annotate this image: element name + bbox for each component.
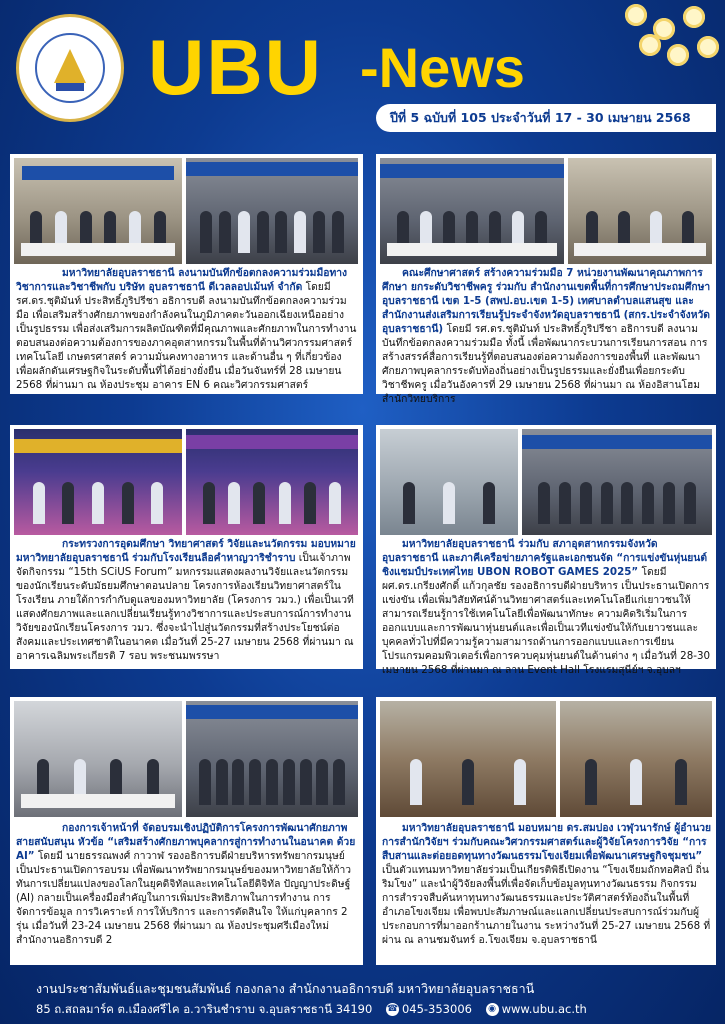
issue-info: ปีที่ 5 ฉบับที่ 105 ประจำวันที่ 17 - 30 เมษายน 2568 [390, 110, 691, 125]
article-text-1 [16, 266, 358, 392]
article-photo-4a [380, 429, 518, 535]
article-photo-1b [186, 158, 358, 264]
article-photo-2b [568, 158, 712, 264]
article-card-2 [376, 154, 716, 405]
article-text-6 [382, 821, 712, 963]
article-text-3 [16, 537, 358, 667]
frangipani-flowers-icon [605, 0, 725, 110]
footer-address: 85 ถ.สถลมาร์ค ต.เมืองศรีไค อ.วารินชำราบ จ.อุบลราชธานี 34190 [36, 1002, 373, 1016]
university-logo [16, 14, 124, 122]
article-headline-6: มหาวิทยาลัยอุบลราชธานี มอบหมาย ดร.สมปอง เวฬุวนารักษ์ ผู้อำนวยการสำนักวิจัยฯ ร่วมกับคณะวิศวกรรมศาสตร์และผู้วิจัยโครงการวิจัย “การสืบสานและต่อยอดทุนทางวัฒนธรรมโขงเจียมเพื่อพัฒนาเศรษฐกิจชุมชน” [382, 822, 712, 862]
article-headline-3: กระทรวงการอุดมศึกษา วิทยาศาสตร์ วิจัยและนวัตกรรม มอบหมาย มหาวิทยาลัยอุบลราชธานี ร่วมกับโรงเรียนลือคำหาญวาริชำราบ [16, 538, 356, 564]
article-photo-1a [14, 158, 182, 264]
article-body-5: โดยมี นายธรรณพงศ์ กาวาฬ รองอธิการบดีฝ่ายบริหารทรัพยากรมนุษย์ เป็นประธานเปิดการอบรม เพื่อพัฒนาทรัพยากรมนุษย์ของมหาวิทยาลัยให้ก้าวทันการเปลี่ยนแปลงของโลกในยุคดิจิทัลและเทคโนโลยีดิจิทัล ปัญญาประดิษฐ์ (AI) กลายเป็นเครื่องมือสำคัญในการเพิ่มประสิทธิภาพในการทำงาน การจัดการข้อมูล การวิเคราะห์ การให้บริการ และการตัดสินใจ ให้แก่บุคลากร 2 รุ่น เมื่อวันที่ 23-24 เมษายน 2568 ที่ผ่านมา ณ ห้องประชุมศรีเมืองใหม่ สำนักงานอธิการบดี 2 [16, 850, 352, 946]
article-text-5 [16, 821, 358, 963]
phone-icon: ☎ [386, 1004, 399, 1014]
article-card-6 [376, 697, 716, 965]
article-card-3 [10, 425, 363, 669]
article-photo-3a [14, 429, 182, 535]
article-body-3: เป็นเจ้าภาพจัดกิจกรรม “15th SCiUS Forum” มหกรรมแสดงผลงานวิจัยและนวัตกรรมของนักเรียนระดับมัธยมศึกษาตอนปลาย โครงการห้องเรียนวิทยาศาสตร์ในโรงเรียน ภายใต้การกำกับดูแลของมหาวิทยาลัย (โครงการ วมว.) เพื่อเป็นเวทีแสดงศักยภาพและแลกเปลี่ยนเรียนรู้ทางวิชาการและประสบการณ์การทำงานวิจัยของนักเรียนโครงการ วมว. ซึ่งจะนำไปสู่นวัตกรรมที่สร้างประโยชน์ต่อสังคมและประเทศชาติในอนาคต เมื่อวันที่ 25-27 เมษายน 2568 ที่ผ่านมา ณ อาคารเฉลิมพระเกียรติ 7 รอบ พระชนมพรรษา [16, 552, 354, 662]
article-text-4 [382, 537, 712, 676]
footer-contact [36, 1001, 587, 1019]
footer-website[interactable]: www.ubu.ac.th [501, 1002, 587, 1016]
article-body-6: เป็นตัวแทนมหาวิทยาลัยร่วมเป็นเกียรติพิธีเปิดงาน “โขงเจียมถักทอศิลป์ ถิ่นริมโขง” และนำผู้วิจัยลงพื้นที่เพื่อจัดเก็บข้อมูลทุนทางวัฒนธรรม กิจกรรมการสำรวจสืบค้นหาทุนทางวัฒนธรรมและประวัติศาสตร์ท้องถิ่นในพื้นที่อำเภอโขงเจียม เพื่อพบปะสัมภาษณ์และแลกเปลี่ยนประสบการณ์ร่วมกับผู้ประกอบการที่มาออกร้านภายในงาน ระหว่างวันที่ 25-27 เมษายน 2568 ที่ผ่าน ณ ลานชมจันทร์ อ.โขงเจียม จ.อุบลราชธานี [382, 864, 711, 946]
article-photo-4b [522, 429, 712, 535]
article-card-4 [376, 425, 716, 676]
article-photo-5a [14, 701, 182, 817]
article-photo-5b [186, 701, 358, 817]
article-card-5 [10, 697, 363, 965]
globe-icon: ◉ [486, 1003, 499, 1016]
masthead-subtitle: -News [360, 36, 525, 99]
article-card-1 [10, 154, 363, 394]
footer-organization: งานประชาสัมพันธ์และชุมชนสัมพันธ์ กองกลาง สำนักงานอธิการบดี มหาวิทยาลัยอุบลราชธานี [36, 981, 535, 996]
article-body-4: โดยมี ผศ.ดร.เกรียงศักดิ์ แก้วกุลชัย รองอธิการบดีฝ่ายบริหาร เป็นประธานเปิดการแข่งขัน เพื่อเพิ่มวิสัยทัศน์ด้านวิทยาศาสตร์และเทคโนโลยีแก่เยาวชนให้สามารถเรียนรู้การใช้เทคโนโลยีเพื่อพัฒนาทักษะ ความคิดริเริ่มในการออกแบบและการพัฒนาหุ่นยนต์และเพื่อเป็นเวทีแข่งขันให้กับเยาวชนและบุคคลทั่วไปที่มีความรู้ความสามารถด้านการออกแบบและการเขียนโปรแกรมคอมพิวเตอร์เพื่อการควบคุมหุ่นยนต์ในด้านต่าง ๆ เมื่อวันที่ 28-30 เมษายน 2568 ที่ผ่านมา ณ ลาน Event Hall โรงแรมสุนีย์ฯ จ.อุบลฯ [382, 566, 711, 676]
logo-emblem-icon [35, 33, 105, 103]
article-body-1: โดยมี รศ.ดร.ชุติมันท์ ประสิทธิ์ภูริปรีชา อธิการบดี ลงนามบันทึกข้อตกลงความร่วมมือ เพื่อเสริมสร้างศักยภาพของกำลังคนในภูมิภาคตะวันออกเฉียงเหนืออย่างเป็นรูปธรรม เพื่อส่งเสริมการผลิตบัณฑิตที่มีคุณภาพและศักยภาพในการทำงาน ตอบสนองต่อความต้องการของภาคอุตสาหกรรมในพื้นที่ด้านวิศวกรรมศาสตร์ เทคโนโลยี เกษตรศาสตร์ ความมั่นคงทางอาหาร และด้านอื่น ๆ ที่เกี่ยวข้อง เพื่อผลักดันเศรษฐกิจในระดับพื้นที่ได้อย่างยั่งยืน เมื่อวันจันทร์ที่ 28 เมษายน 2568 ที่ผ่านมา ณ ห้องประชุม อาคาร EN 6 คณะวิศวกรรมศาสตร์ [16, 281, 357, 391]
article-photo-6a [380, 701, 556, 817]
article-headline-2: คณะศึกษาศาสตร์ สร้างความร่วมมือ 7 หน่วยงานพัฒนาคุณภาพการศึกษา ยกระดับวิชาชีพครู ร่วมกับ สำนักงานเขตพื้นที่การศึกษาประถมศึกษาอุบลราชธานี เขต 1-5 (สพป.อบ.เขต 1-5) เทศบาลตำบลแสนสุข และ สำนักงานส่งเสริมการเรียนรู้ประจำจังหวัดอุบลราชธานี (สกร.ประจำจังหวัดอุบลราชธานี) [382, 267, 711, 335]
article-headline-5: กองการเจ้าหน้าที่ จัดอบรมเชิงปฏิบัติการโครงการพัฒนาศักยภาพสายสนับสนุน หัวข้อ “เสริมสร้างศักยภาพบุคลากรสู่การทำงานในอนาคต ด้วย AI” [16, 822, 356, 862]
article-text-2 [382, 266, 712, 405]
article-photo-3b [186, 429, 358, 535]
footer-phone[interactable]: 045-353006 [401, 1002, 472, 1016]
article-headline-4: มหาวิทยาลัยอุบลราชธานี ร่วมกับ สภาอุตสาหกรรมจังหวัดอุบลราชธานี และภาคีเครือข่ายภาครัฐและเอกชนจัด “การแข่งขันหุ่นยนต์ชิงแชมป์ประเทศไทย UBON ROBOT GAMES 2025” [382, 538, 708, 578]
article-photo-2a [380, 158, 564, 264]
article-body-2: โดยมี รศ.ดร.ชุติมันท์ ประสิทธิ์ภูริปรีชา อธิการบดี ลงนามบันทึกข้อตกลงความร่วมมือ ทั้งนี้ เพื่อพัฒนากระบวนการเรียนการสอน การสร้างสรรค์สื่อการเรียนรู้ที่ตอบสนองต่อความต้องการของพื้นที่ และพัฒนาศักยภาพบุคลากรระดับท้องถิ่นอย่างเป็นรูปธรรมและยั่งยืนเพื่อยกระดับวิชาชีพครู เมื่อวันอังคารที่ 29 เมษายน 2568 ที่ผ่านมา ณ ห้องอิสานโฮม สำนักวิทยบริการ [382, 323, 708, 405]
article-headline-1: มหาวิทยาลัยอุบลราชธานี ลงนามบันทึกข้อตกลงความร่วมมือทางวิชาการและวิชาชีพกับ บริษัท อุบลราชธานี ดีเวลลอปเม้นท์ จำกัด [16, 267, 348, 293]
article-photo-6b [560, 701, 712, 817]
masthead-title: UBU [148, 23, 323, 111]
